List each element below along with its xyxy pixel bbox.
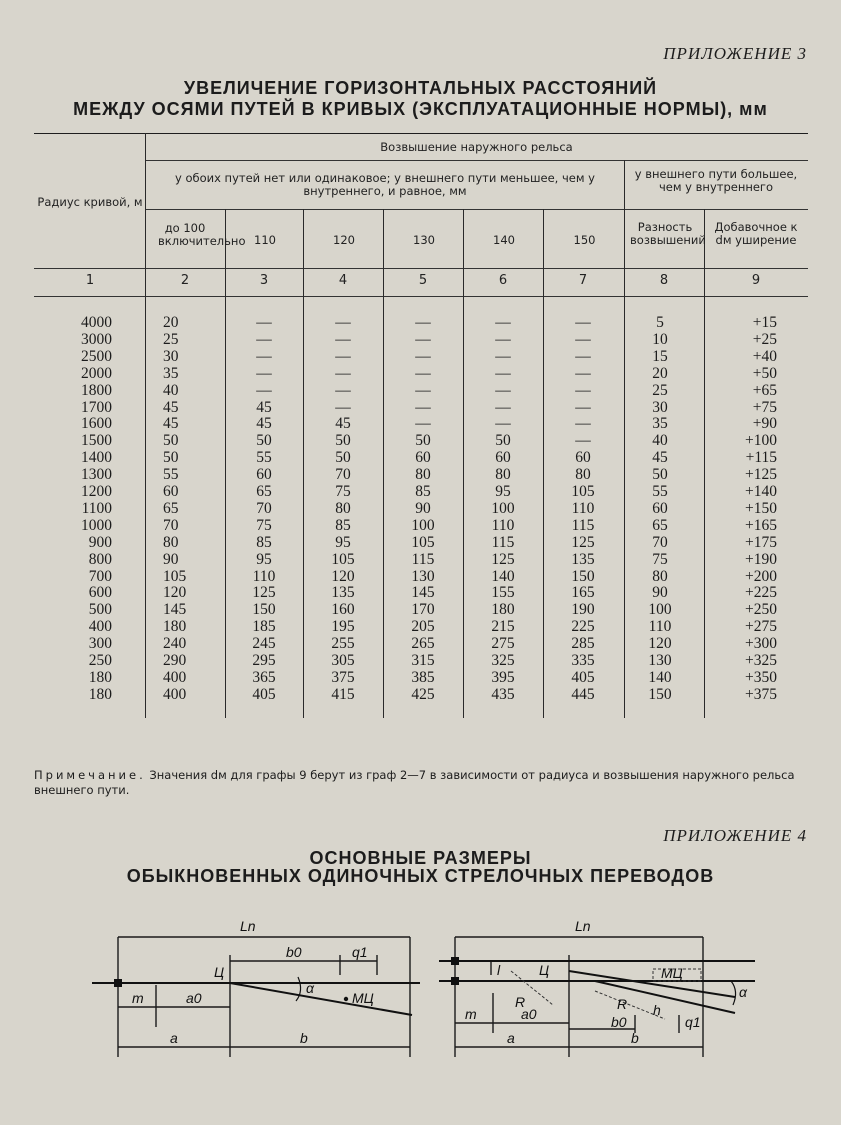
table-cell: 415 [331, 685, 355, 703]
table-cell: 150 [252, 601, 276, 619]
table-cell: +150 [745, 499, 777, 517]
label-Ln: Ln [575, 918, 591, 934]
header-group-left: у обоих путей нет или одинаковое; у внешнего пути меньшее, чем у внутреннего, и равное, мм [175, 171, 595, 198]
table-cell: 110 [491, 516, 515, 534]
header-col-4: 120 [333, 233, 355, 247]
table-cell: 25 [163, 330, 179, 348]
table-cell: 70 [256, 499, 272, 517]
table-cell: 245 [252, 635, 276, 653]
table-cell: 155 [491, 584, 515, 602]
header-col-8: Разность возвышений [630, 220, 706, 247]
table-cell: 135 [331, 584, 355, 602]
mc-point [344, 997, 348, 1001]
table-cell: 120 [163, 584, 187, 602]
table-cell: 700 [88, 567, 112, 585]
table-cell: 50 [256, 432, 272, 450]
header-rule-4 [34, 296, 808, 297]
table-cell: 5 [656, 314, 664, 331]
label-alpha: α [739, 984, 747, 1000]
table-cell: 60 [575, 449, 591, 467]
table-cell: +90 [752, 415, 777, 433]
table-cell: 140 [491, 567, 515, 585]
table-cell: 70 [652, 533, 668, 551]
table-cell: 285 [571, 635, 595, 653]
header-rule-2 [145, 209, 808, 210]
table-cell: 90 [415, 499, 431, 517]
table-cell: +200 [745, 567, 777, 585]
table-cell: +125 [745, 466, 777, 484]
label-alpha: α [306, 980, 314, 996]
table-cell: 70 [163, 516, 179, 534]
table-cell: — [575, 364, 591, 382]
header-col-9: Добавочное к dм уширение [714, 220, 798, 247]
table-cell: 120 [648, 635, 672, 653]
note-text: Значения dм для графы 9 берут из граф 2—7 в зависимости от радиуса и возвышения наружного рельса внешнего пути. [34, 768, 795, 797]
table-cell: 60 [163, 483, 179, 500]
table-cell: 1200 [81, 483, 112, 500]
table-cell: 3000 [81, 330, 112, 348]
table-cell: — [575, 381, 591, 399]
table-cell: 115 [571, 516, 595, 534]
table-cell: 80 [652, 567, 668, 585]
table-cell: 80 [335, 499, 351, 517]
label-a: a [507, 1030, 515, 1046]
table-cell: 80 [495, 466, 511, 484]
table-cell: 60 [495, 449, 511, 467]
table-cell: +100 [745, 432, 777, 450]
label-q1: q1 [352, 944, 368, 960]
table-cell: 45 [256, 398, 272, 416]
table-cell: 35 [652, 415, 668, 433]
table-cell: 40 [163, 381, 179, 399]
table-cell: — [575, 330, 591, 348]
table-cell: 265 [411, 635, 435, 653]
table-cell: — [256, 364, 272, 382]
table-cell: 405 [571, 668, 595, 686]
table-cell: 250 [88, 652, 112, 669]
table-cell: 10 [652, 330, 668, 348]
header-group-right: у внешнего пути большее, чем у внутреннего [634, 167, 798, 194]
table-cell: 145 [411, 584, 435, 602]
table-cell: — [495, 364, 511, 382]
table-cell: 435 [491, 685, 515, 703]
table-cell: 45 [163, 415, 179, 433]
table-cell: +225 [745, 584, 777, 602]
table-cell: 295 [252, 652, 276, 669]
table-cell: 95 [335, 533, 351, 551]
col-divider-5 [463, 209, 464, 718]
col-divider-4 [383, 209, 384, 718]
table-cell: 365 [252, 668, 276, 686]
table-cell: +175 [745, 533, 777, 551]
table-cell: +350 [745, 668, 777, 686]
table-cell: — [495, 347, 511, 365]
label-l: l [497, 962, 501, 978]
table-cell: 50 [335, 432, 351, 450]
label-MC: МЦ [352, 990, 374, 1006]
table-cell: 160 [331, 601, 355, 619]
col-divider-8 [704, 209, 705, 718]
table-cell: 60 [256, 466, 272, 484]
table-cell: 110 [252, 567, 276, 585]
table-cell: 275 [491, 635, 515, 653]
table-cell: 315 [411, 652, 435, 669]
table-cell: 60 [415, 449, 431, 467]
table-cell: 60 [652, 499, 668, 517]
table-cell: 45 [652, 449, 668, 467]
table-cell: 105 [331, 550, 355, 568]
table-cell: 70 [335, 466, 351, 484]
column-number: 7 [578, 273, 588, 288]
table-cell: 395 [491, 668, 515, 686]
table-cell: 400 [163, 668, 187, 686]
table-cell: — [495, 330, 511, 348]
col-divider-1 [145, 133, 146, 718]
table-cell: 305 [331, 652, 355, 669]
label-m: m [465, 1006, 477, 1022]
table-cell: 45 [256, 415, 272, 433]
table-cell: 25 [652, 381, 668, 399]
diagram-title-line-2: ОБЫКНОВЕННЫХ ОДИНОЧНЫХ СТРЕЛОЧНЫХ ПЕРЕВОДОВ [126, 866, 715, 886]
table-cell: 125 [491, 550, 515, 568]
table-cell: 240 [163, 635, 187, 653]
table-cell: — [335, 347, 351, 365]
table-cell: 255 [331, 635, 355, 653]
table-cell: +50 [752, 364, 777, 382]
table-cell: — [415, 347, 431, 365]
table-cell: 180 [88, 668, 112, 686]
table-cell: 150 [648, 685, 672, 703]
table-cell: — [575, 432, 591, 450]
table-cell: — [335, 381, 351, 399]
table-cell: 45 [335, 415, 351, 433]
table-cell: 130 [648, 652, 672, 669]
diagram-title-line-1: ОСНОВНЫЕ РАЗМЕРЫ [309, 848, 532, 868]
table-cell: 110 [648, 618, 672, 636]
table-cell: +40 [752, 347, 777, 365]
table-cell: 55 [256, 449, 272, 467]
label-m: m [132, 990, 144, 1006]
table-note [34, 768, 814, 798]
table-cell: 110 [571, 499, 595, 517]
label-a: a [170, 1030, 178, 1046]
table-cell: 75 [652, 550, 668, 568]
header-elevation: Возвышение наружного рельса [380, 140, 573, 154]
table-top-rule [34, 133, 808, 134]
table-cell: 335 [571, 652, 595, 669]
table-cell: 800 [88, 550, 112, 568]
table-cell: 1400 [81, 449, 112, 467]
label-a0: a0 [186, 990, 202, 1006]
table-cell: 405 [252, 685, 276, 703]
header-col-5: 130 [413, 233, 435, 247]
table-cell: 2500 [81, 347, 112, 365]
table-cell: 1700 [81, 398, 112, 416]
table-cell: 40 [652, 432, 668, 450]
table-cell: 125 [252, 584, 276, 602]
table-cell: 20 [163, 314, 179, 331]
header-col-2: до 100 включительно [158, 221, 246, 248]
table-cell: 105 [411, 533, 435, 551]
label-b: b [300, 1030, 308, 1046]
col-divider-2 [225, 209, 226, 718]
table-cell: 400 [163, 685, 187, 703]
column-number: 1 [85, 273, 95, 288]
table-title-line-1: УВЕЛИЧЕНИЕ ГОРИЗОНТАЛЬНЫХ РАССТОЯНИЙ [183, 78, 658, 98]
table-cell: 1500 [81, 432, 112, 450]
table-cell: 170 [411, 601, 435, 619]
table-cell: 100 [411, 516, 435, 534]
table-cell: — [575, 398, 591, 416]
table-cell: +15 [752, 314, 777, 331]
table-cell: — [495, 314, 511, 331]
table-cell: +75 [752, 398, 777, 416]
table-cell: 75 [256, 516, 272, 534]
table-cell: 90 [652, 584, 668, 602]
table-cell: 65 [652, 516, 668, 534]
table-cell: +300 [745, 635, 777, 653]
table-cell: 130 [411, 567, 435, 585]
header-col-6: 140 [493, 233, 515, 247]
table-cell: 900 [88, 533, 112, 551]
label-Ln: Ln [240, 918, 256, 934]
table-cell: 425 [411, 685, 435, 703]
column-number: 2 [180, 273, 190, 288]
label-b0: b0 [286, 944, 302, 960]
note-label: Примечание. [34, 768, 146, 782]
table-cell: 190 [571, 601, 595, 619]
table-cell: 215 [491, 618, 515, 636]
label-q1: q1 [685, 1014, 701, 1030]
table-cell: 145 [163, 601, 187, 619]
header-col-7: 150 [573, 233, 596, 247]
table-cell: — [415, 398, 431, 416]
table-cell: 180 [491, 601, 515, 619]
table-cell: +165 [745, 516, 777, 534]
label-R1: R [515, 994, 526, 1010]
table-cell: 65 [256, 483, 272, 500]
table-cell: 135 [571, 550, 595, 568]
switch-diagram-right [435, 915, 775, 1065]
table-cell: — [575, 415, 591, 433]
appendix-4-label: ПРИЛОЖЕНИЕ 4 [663, 826, 807, 845]
table-cell: — [256, 330, 272, 348]
column-number: 9 [751, 273, 761, 288]
table-cell: 100 [648, 601, 672, 619]
table-cell: — [415, 330, 431, 348]
table-cell: 1100 [81, 499, 112, 517]
label-MC: МЦ [661, 965, 683, 981]
table-cell: 115 [491, 533, 515, 551]
table-cell: +140 [745, 483, 777, 500]
table-cell: 85 [415, 483, 431, 500]
table-title-line-2: МЕЖДУ ОСЯМИ ПУТЕЙ В КРИВЫХ (ЭКСПЛУАТАЦИОННЫЕ НОРМЫ), мм [73, 99, 768, 119]
column-number: 8 [659, 273, 669, 288]
table-cell: 55 [652, 483, 668, 500]
header-rule-1 [145, 160, 808, 161]
table-cell: 50 [335, 449, 351, 467]
table-cell: — [256, 381, 272, 399]
table-cell: 20 [652, 364, 668, 382]
col-divider-3 [303, 209, 304, 718]
column-number: 3 [259, 273, 269, 288]
table-cell: 165 [571, 584, 595, 602]
table-cell: 95 [256, 550, 272, 568]
table-cell: — [335, 364, 351, 382]
table-cell: +250 [745, 601, 777, 619]
table-cell: 125 [571, 533, 595, 551]
table-cell: 140 [648, 668, 672, 686]
label-a0: a0 [521, 1006, 537, 1022]
table-cell: 115 [411, 550, 435, 568]
table-cell: 65 [163, 499, 179, 517]
table-cell: — [495, 398, 511, 416]
table-cell: 195 [331, 618, 355, 636]
table-cell: +275 [745, 618, 777, 636]
table-cell: — [256, 314, 272, 331]
label-C: Ц [214, 964, 225, 980]
column-number: 4 [338, 273, 348, 288]
table-cell: — [335, 314, 351, 331]
table-cell: — [415, 364, 431, 382]
col-divider-7 [624, 160, 625, 718]
table-cell: 290 [163, 652, 187, 669]
table-cell: 35 [163, 364, 179, 382]
table-cell: — [495, 415, 511, 433]
table-cell: 400 [88, 618, 112, 636]
header-rule-3 [34, 268, 808, 269]
table-cell: 300 [88, 635, 112, 653]
table-cell: 120 [331, 567, 355, 585]
table-cell: +115 [745, 449, 777, 467]
table-cell: 75 [335, 483, 351, 500]
label-b: b [631, 1030, 639, 1046]
table-cell: 30 [163, 347, 179, 365]
header-radius: Радиус кривой, м [37, 195, 143, 209]
table-cell: 1300 [81, 466, 112, 484]
table-cell: 50 [652, 466, 668, 484]
table-cell: 375 [331, 668, 355, 686]
table-cell: 105 [571, 483, 595, 500]
table-cell: — [415, 314, 431, 331]
table-cell: 1000 [81, 516, 112, 534]
table-cell: 100 [491, 499, 515, 517]
table-cell: 1800 [81, 381, 112, 399]
table-cell: 95 [495, 483, 511, 500]
table-cell: 600 [88, 584, 112, 602]
table-cell: +325 [745, 652, 777, 669]
table-cell: 180 [88, 685, 112, 703]
table-cell: — [256, 347, 272, 365]
table-cell: 205 [411, 618, 435, 636]
table-cell: — [415, 415, 431, 433]
table-cell: 1600 [81, 415, 112, 433]
column-number: 6 [498, 273, 508, 288]
table-cell: +190 [745, 550, 777, 568]
table-cell: 105 [163, 567, 187, 585]
table-cell: 15 [652, 347, 668, 365]
table-cell: 185 [252, 618, 276, 636]
label-C: Ц [539, 962, 550, 978]
table-cell: 385 [411, 668, 435, 686]
appendix-3-label: ПРИЛОЖЕНИЕ 3 [663, 44, 807, 63]
label-h: h [653, 1002, 661, 1018]
table-cell: 225 [571, 618, 595, 636]
table-cell: 50 [163, 449, 179, 467]
label-R2: R [617, 996, 628, 1012]
table-cell: — [495, 381, 511, 399]
table-cell: +375 [745, 685, 777, 703]
table-cell: 150 [571, 567, 595, 585]
label-b0: b0 [611, 1014, 627, 1030]
table-cell: — [335, 398, 351, 416]
table-cell: +25 [752, 330, 777, 348]
table-cell: 80 [575, 466, 591, 484]
table-cell: — [415, 381, 431, 399]
table-cell: 85 [256, 533, 272, 551]
table-cell: +65 [752, 381, 777, 399]
table-cell: 50 [415, 432, 431, 450]
table-cell: 50 [163, 432, 179, 450]
col-divider-6 [543, 209, 544, 718]
header-col-3: 110 [254, 233, 276, 247]
table-cell: 85 [335, 516, 351, 534]
table-cell: 445 [571, 685, 595, 703]
table-cell: 90 [163, 550, 179, 568]
table-cell: — [575, 314, 591, 331]
table-cell: 80 [163, 533, 179, 551]
table-cell: 30 [652, 398, 668, 416]
table-cell: — [335, 330, 351, 348]
table-cell: 4000 [81, 314, 112, 331]
table-cell: 2000 [81, 364, 112, 382]
table-cell: 180 [163, 618, 187, 636]
table-cell: 50 [495, 432, 511, 450]
table-cell: 55 [163, 466, 179, 484]
joint-marker [114, 979, 122, 987]
table-cell: 45 [163, 398, 179, 416]
column-number: 5 [418, 273, 428, 288]
table-cell: — [575, 347, 591, 365]
table-cell: 325 [491, 652, 515, 669]
switch-diagram-left [90, 915, 430, 1065]
table-cell: 500 [88, 601, 112, 619]
table-cell: 80 [415, 466, 431, 484]
